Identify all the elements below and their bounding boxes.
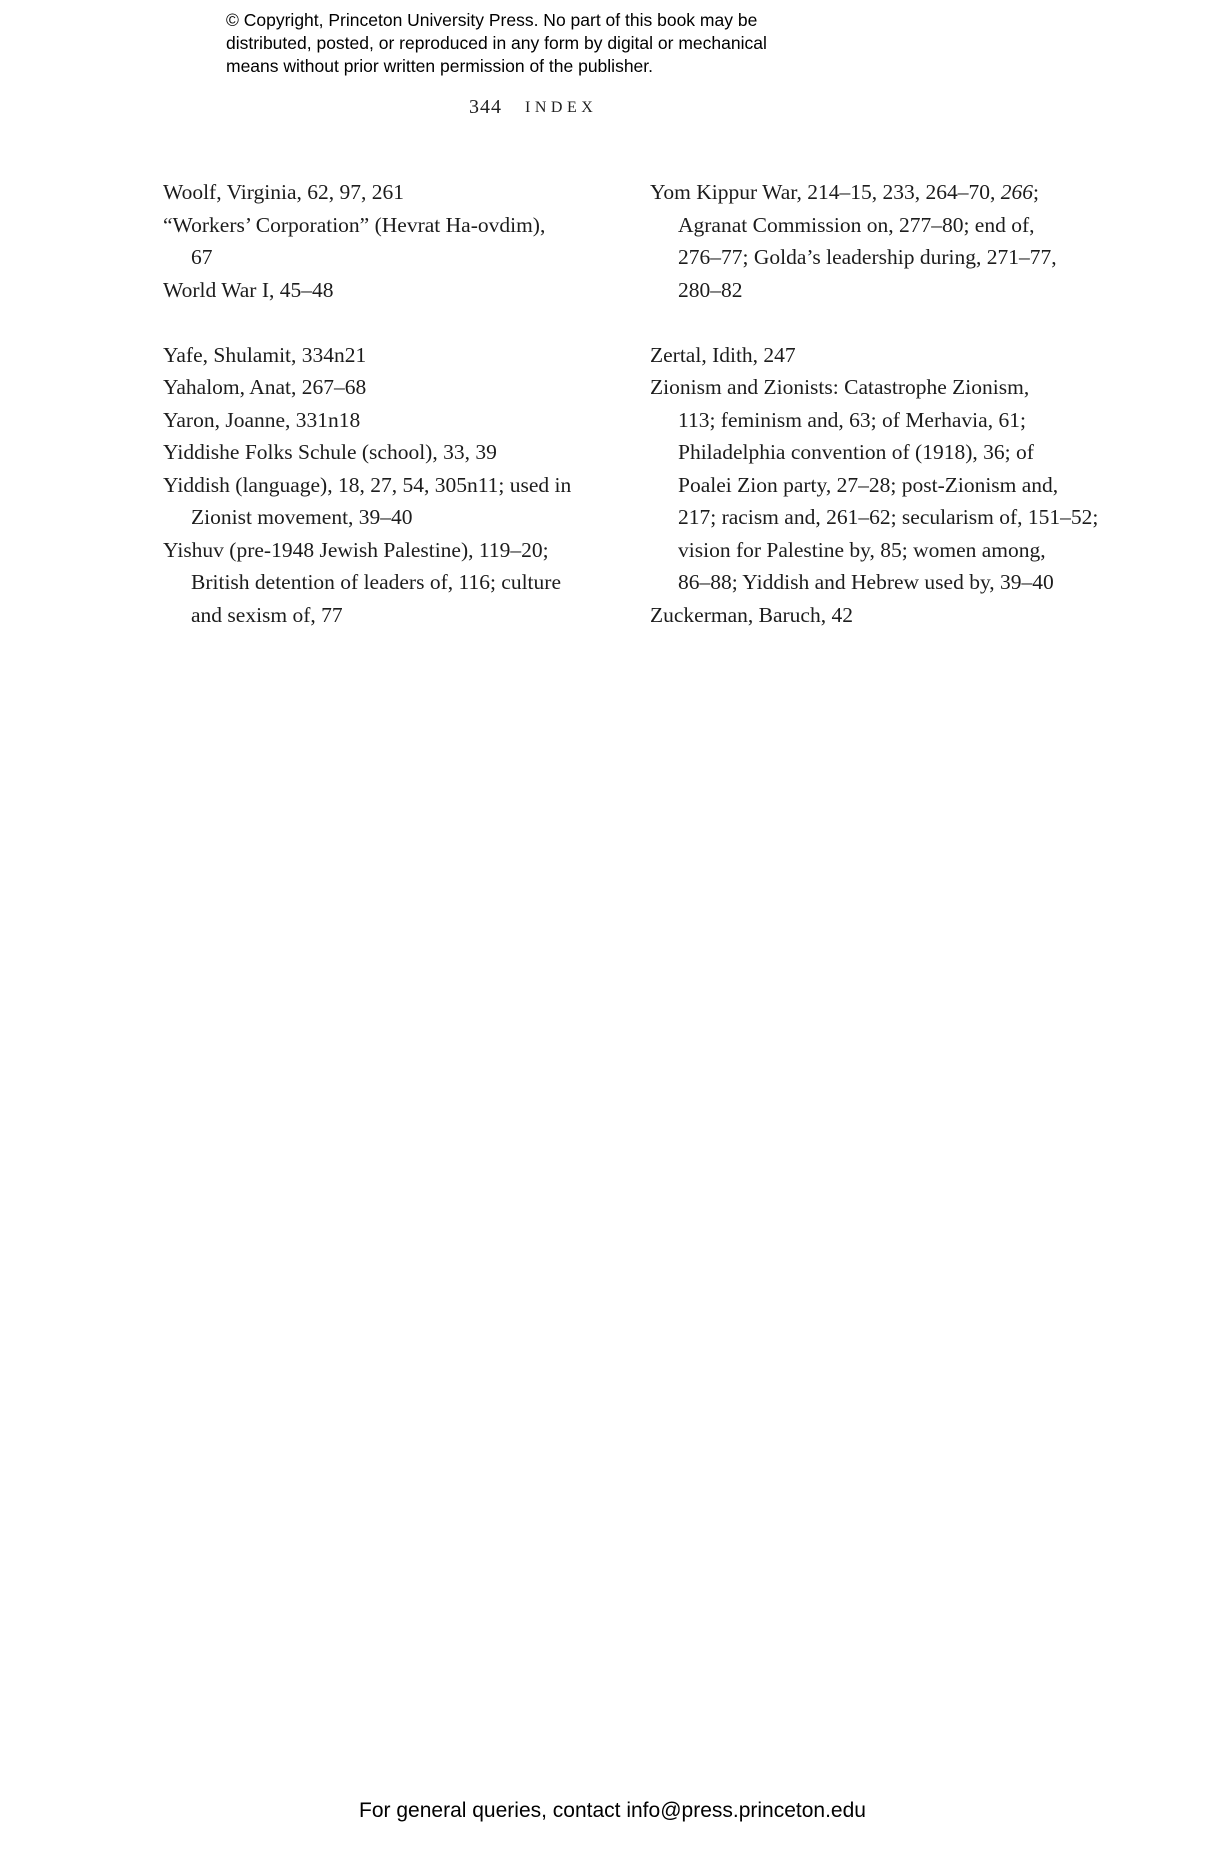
- index-entry-line: [163, 241, 633, 274]
- index-entry-line: [163, 404, 633, 437]
- entry-text: Agranat Commission on, 277–80; end of,: [678, 212, 1035, 237]
- entry-text: 217; racism and, 261–62; secularism of, 151–52;: [678, 505, 1099, 529]
- entry-text: British detention of leaders of, 116; culture: [191, 570, 561, 594]
- copyright-line: © Copyright, Princeton University Press. No part of this book may be: [226, 10, 758, 30]
- index-entry-line: [650, 209, 1120, 242]
- index-entry-line: [163, 209, 633, 242]
- entry-text: World War I, 45–48: [163, 277, 334, 302]
- index-column-right: [650, 176, 1120, 631]
- entry-text: Zertal, Idith, 247: [650, 342, 796, 367]
- index-entry-line: [650, 436, 1120, 469]
- entry-text: Yafe, Shulamit, 334n21: [163, 342, 367, 367]
- index-entry-line: [163, 566, 633, 599]
- copyright-line: means without prior written permission of the publisher.: [226, 56, 654, 76]
- index-entry-line: [163, 436, 633, 469]
- index-entry-line: [163, 176, 633, 209]
- entry-text: “Workers’ Corporation” (Hevrat Ha-ovdim),: [163, 212, 546, 237]
- entry-text: Poalei Zion party, 27–28; post-Zionism and,: [678, 472, 1059, 497]
- entry-text: Woolf, Virginia, 62, 97, 261: [163, 180, 405, 204]
- entry-text: Yiddishe Folks Schule (school), 33, 39: [163, 440, 497, 464]
- entry-text: Yaron, Joanne, 331n18: [163, 407, 361, 432]
- entry-text: vision for Palestine by, 85; women among,: [678, 537, 1046, 562]
- index-entry-line: [163, 534, 633, 567]
- entry-text: Zionist movement, 39–40: [191, 505, 413, 529]
- index-entry-line: [650, 566, 1120, 599]
- index-entry-line: [650, 241, 1120, 274]
- italic-page-ref: 266: [1000, 180, 1034, 204]
- index-entry-line: [650, 599, 1120, 632]
- index-entry-line: [650, 339, 1120, 372]
- index-column-left: [163, 176, 633, 631]
- index-entry-line: [650, 176, 1120, 209]
- entry-text: 276–77; Golda’s leadership during, 271–77,: [678, 245, 1057, 269]
- index-spacer-line: [650, 306, 1120, 339]
- entry-text: 86–88; Yiddish and Hebrew used by, 39–40: [678, 570, 1054, 594]
- entry-text: 113; feminism and, 63; of Merhavia, 61;: [678, 407, 1026, 432]
- index-entry-line: [650, 274, 1120, 307]
- index-entry-line: [650, 404, 1120, 437]
- entry-text: Yom Kippur War, 214–15, 233, 264–70,: [650, 180, 1001, 204]
- entry-text: Yishuv (pre-1948 Jewish Palestine), 119–20;: [163, 537, 549, 562]
- entry-text: 67: [191, 245, 213, 269]
- index-entry-line: [163, 339, 633, 372]
- entry-text: Yahalom, Anat, 267–68: [163, 375, 367, 399]
- entry-text: Yiddish (language), 18, 27, 54, 305n11; used in: [163, 472, 572, 497]
- index-heading: INDEX: [525, 99, 598, 116]
- page-number: 344: [469, 96, 502, 118]
- index-entry-line: [163, 599, 633, 632]
- index-entry-line: [650, 534, 1120, 567]
- entry-text: Zionism and Zionists: Catastrophe Zionism,: [650, 375, 1030, 399]
- copyright-notice: [226, 9, 767, 78]
- entry-text: Philadelphia convention of (1918), 36; of: [678, 440, 1034, 464]
- index-entry-line: [163, 469, 633, 502]
- index-entry-line: [650, 469, 1120, 502]
- copyright-line: distributed, posted, or reproduced in any form by digital or mechanical: [226, 33, 767, 53]
- index-entry-line: [650, 371, 1120, 404]
- index-spacer-line: [163, 306, 633, 339]
- index-entry-line: [163, 501, 633, 534]
- entry-text: ;: [1033, 180, 1040, 204]
- footer-query-line: For general queries, contact info@press.princeton.edu: [359, 1799, 866, 1822]
- index-entry-line: [650, 501, 1120, 534]
- entry-text: 280–82: [678, 277, 743, 302]
- entry-text: and sexism of, 77: [191, 602, 343, 627]
- entry-text: Zuckerman, Baruch, 42: [650, 602, 853, 627]
- index-entry-line: [163, 274, 633, 307]
- index-entry-line: [163, 371, 633, 404]
